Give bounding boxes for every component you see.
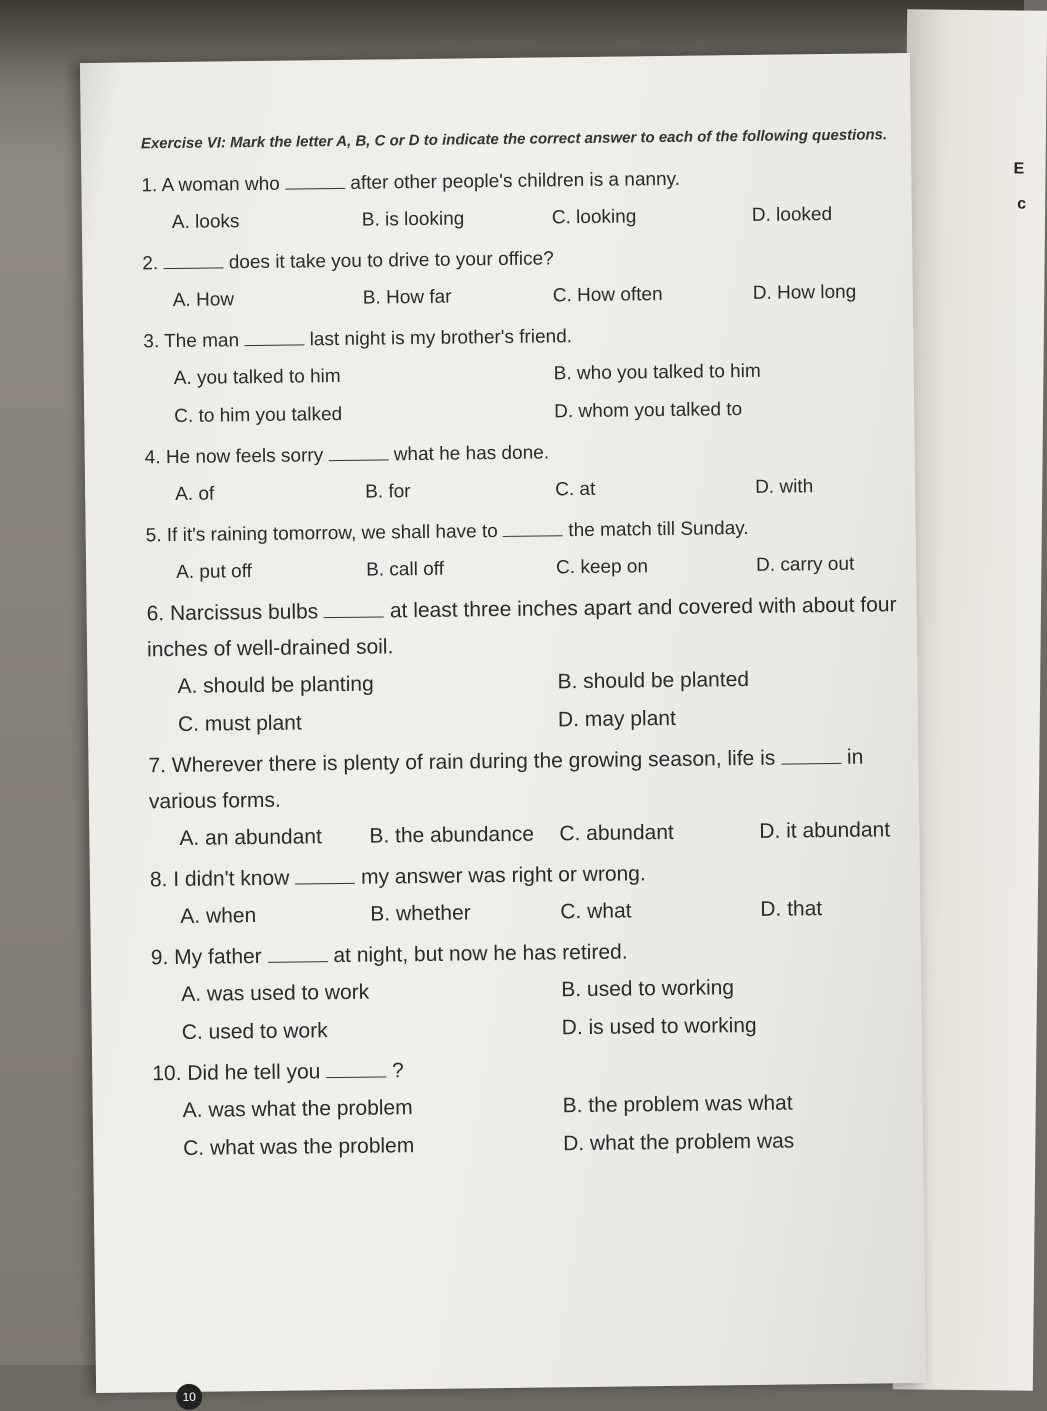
answer-option-b[interactable]: B. the abundance bbox=[369, 815, 559, 855]
question-text-after: does it take you to drive to your office? bbox=[229, 248, 554, 273]
answer-option-a[interactable]: A. an abundant bbox=[179, 818, 369, 858]
question-2 bbox=[142, 237, 903, 320]
question-number: 3. bbox=[143, 331, 159, 352]
answer-option-c[interactable]: C. what was the problem bbox=[183, 1125, 563, 1168]
question-stem bbox=[146, 587, 907, 668]
answer-options bbox=[145, 467, 905, 514]
question-5 bbox=[145, 509, 906, 592]
answer-option-d[interactable]: D. is used to working bbox=[562, 1005, 942, 1048]
answer-options bbox=[146, 545, 906, 592]
worksheet-page bbox=[80, 53, 926, 1393]
answer-option-b[interactable]: B. whether bbox=[370, 893, 560, 933]
answer-blank[interactable] bbox=[781, 747, 841, 765]
answer-options bbox=[151, 967, 912, 1052]
answer-blank[interactable] bbox=[244, 328, 304, 346]
answer-blank[interactable] bbox=[285, 172, 345, 190]
question-text-before: A woman who bbox=[161, 174, 280, 196]
answer-option-b[interactable]: B. who you talked to him bbox=[554, 351, 934, 394]
question-stem bbox=[148, 739, 909, 820]
question-text-after: what he has done. bbox=[394, 442, 550, 465]
answer-option-b[interactable]: B. How far bbox=[363, 277, 553, 317]
question-text-after: after other people's children is a nanny. bbox=[350, 169, 680, 194]
answer-option-c[interactable]: C. abundant bbox=[559, 813, 759, 853]
question-list bbox=[141, 159, 913, 1168]
answer-blank[interactable] bbox=[163, 251, 223, 269]
question-text-after: in various forms. bbox=[149, 746, 864, 814]
question-text-after: at night, but now he has retired. bbox=[333, 940, 627, 967]
answer-option-c[interactable]: C. looking bbox=[552, 197, 752, 237]
answer-options bbox=[152, 1083, 913, 1168]
adjacent-page-mark: c bbox=[1017, 195, 1026, 213]
question-6 bbox=[146, 587, 908, 744]
answer-option-d[interactable]: D. that bbox=[760, 889, 950, 929]
answer-option-d[interactable]: D. carry out bbox=[756, 545, 946, 585]
answer-blank[interactable] bbox=[295, 867, 355, 885]
question-9 bbox=[151, 931, 912, 1052]
answer-option-a[interactable]: A. of bbox=[175, 474, 365, 514]
question-text-before: Did he tell you bbox=[187, 1060, 320, 1085]
question-number: 8. bbox=[150, 868, 168, 891]
answer-options bbox=[150, 889, 910, 936]
answer-options bbox=[143, 273, 903, 320]
question-3 bbox=[143, 315, 904, 436]
answer-option-d[interactable]: D. looked bbox=[752, 195, 942, 235]
question-text-before: Narcissus bulbs bbox=[170, 600, 319, 625]
page-number: 10 bbox=[176, 1384, 202, 1410]
question-8 bbox=[150, 853, 911, 936]
question-text-after: ? bbox=[392, 1059, 404, 1082]
answer-option-a[interactable]: A. looks bbox=[172, 202, 362, 242]
question-number: 7. bbox=[148, 754, 166, 777]
question-10 bbox=[152, 1047, 913, 1168]
answer-options bbox=[147, 659, 908, 744]
answer-option-d[interactable]: D. whom you talked to bbox=[554, 389, 934, 432]
answer-option-d[interactable]: D. what the problem was bbox=[563, 1121, 943, 1164]
question-text-after: my answer was right or wrong. bbox=[361, 862, 646, 888]
answer-option-b[interactable]: B. the problem was what bbox=[562, 1083, 942, 1126]
adjacent-page-mark: E bbox=[1013, 160, 1024, 178]
question-text-before: My father bbox=[174, 945, 262, 969]
answer-option-a[interactable]: A. you talked to him bbox=[174, 355, 554, 398]
question-text-before: Wherever there is plenty of rain during the growing season, life is bbox=[172, 747, 776, 777]
question-text-before: If it's raining tomorrow, we shall have to bbox=[167, 521, 498, 546]
question-4 bbox=[145, 431, 906, 514]
answer-option-d[interactable]: D. it abundant bbox=[759, 811, 949, 851]
answer-option-a[interactable]: A. How bbox=[173, 280, 363, 320]
answer-option-c[interactable]: C. used to work bbox=[182, 1009, 562, 1052]
answer-blank[interactable] bbox=[503, 519, 563, 537]
answer-option-c[interactable]: C. must plant bbox=[178, 701, 558, 744]
answer-blank[interactable] bbox=[328, 443, 388, 461]
answer-blank[interactable] bbox=[267, 945, 327, 963]
answer-blank[interactable] bbox=[324, 600, 384, 618]
answer-option-b[interactable]: B. is looking bbox=[362, 199, 552, 239]
question-number: 10. bbox=[152, 1062, 181, 1085]
answer-option-b[interactable]: B. should be planted bbox=[557, 659, 937, 702]
answer-option-a[interactable]: A. should be planting bbox=[177, 663, 557, 706]
question-number: 6. bbox=[146, 602, 164, 625]
answer-option-b[interactable]: B. call off bbox=[366, 549, 556, 589]
question-number: 2. bbox=[142, 253, 158, 274]
answer-option-a[interactable]: A. was what the problem bbox=[182, 1087, 562, 1130]
exercise-content bbox=[141, 123, 914, 1168]
answer-option-d[interactable]: D. may plant bbox=[558, 697, 938, 740]
answer-options bbox=[149, 811, 909, 858]
answer-option-c[interactable]: C. How often bbox=[553, 275, 753, 315]
question-number: 4. bbox=[145, 447, 161, 468]
answer-option-b[interactable]: B. for bbox=[365, 471, 555, 511]
question-number: 5. bbox=[146, 525, 162, 546]
question-text-before: I didn't know bbox=[173, 867, 289, 891]
answer-blank[interactable] bbox=[326, 1060, 386, 1078]
question-text-before: The man bbox=[164, 330, 239, 352]
question-text-after: last night is my brother's friend. bbox=[310, 326, 573, 350]
answer-option-a[interactable]: A. when bbox=[180, 896, 370, 936]
answer-option-c[interactable]: C. at bbox=[555, 469, 755, 509]
answer-option-d[interactable]: D. How long bbox=[753, 273, 943, 313]
question-7 bbox=[148, 739, 909, 858]
question-number: 9. bbox=[151, 946, 169, 969]
question-number: 1. bbox=[141, 175, 157, 196]
answer-option-a[interactable]: A. put off bbox=[176, 552, 366, 592]
question-text-before: He now feels sorry bbox=[166, 445, 324, 468]
answer-option-d[interactable]: D. with bbox=[755, 467, 945, 507]
answer-option-c[interactable]: C. keep on bbox=[556, 547, 756, 587]
answer-option-b[interactable]: B. used to working bbox=[561, 967, 941, 1010]
answer-option-c[interactable]: C. what bbox=[560, 891, 760, 931]
answer-options bbox=[144, 351, 905, 436]
answer-options bbox=[142, 195, 902, 242]
question-text-after: at least three inches apart and covered with about four inches of well-drained soil. bbox=[147, 593, 897, 661]
question-text-after: the match till Sunday. bbox=[568, 518, 748, 541]
exercise-heading: Exercise VI: Mark the letter A, B, C or D to indicate the correct answer to each of the following questions. bbox=[141, 123, 901, 156]
question-1 bbox=[141, 159, 902, 242]
answer-option-c[interactable]: C. to him you talked bbox=[174, 393, 554, 436]
answer-option-a[interactable]: A. was used to work bbox=[181, 971, 561, 1014]
